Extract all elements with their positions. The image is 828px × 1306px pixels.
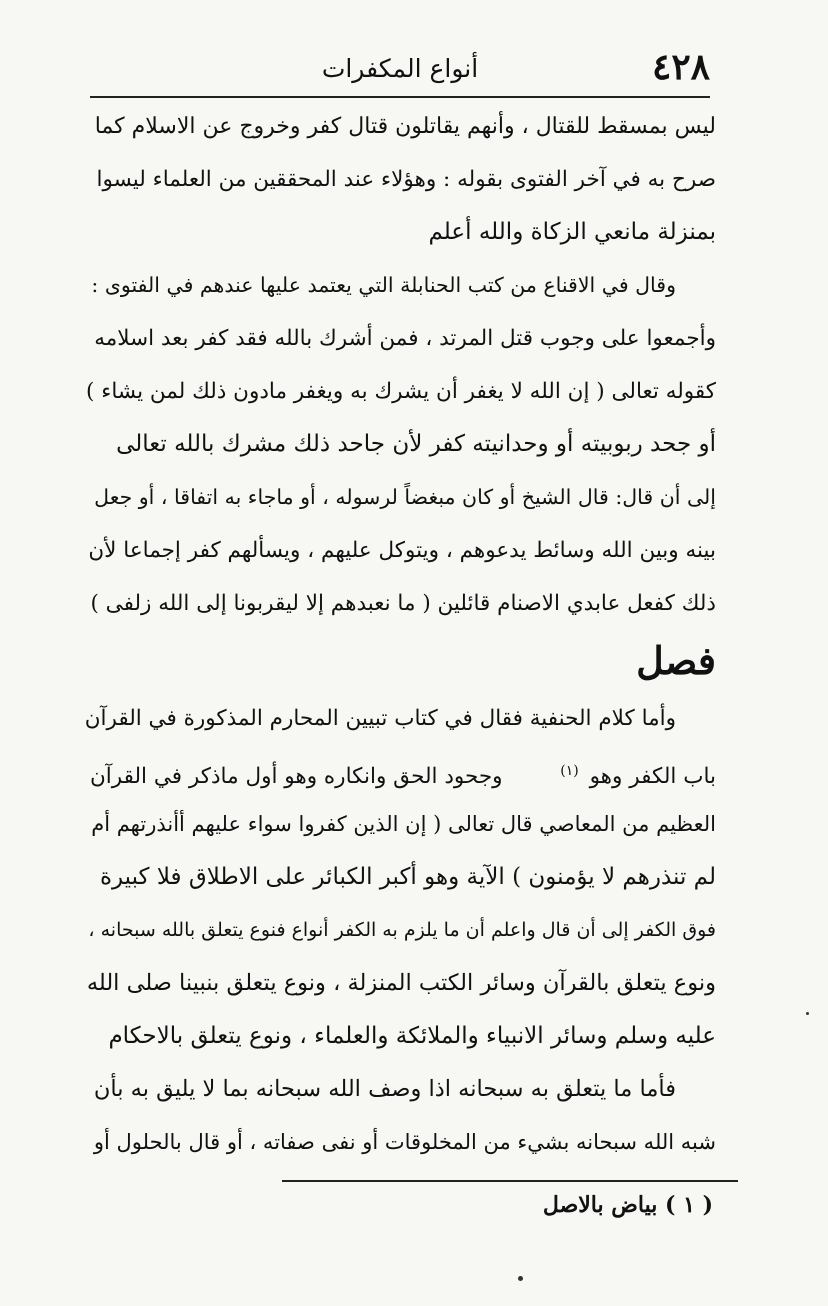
- paper-speck: [806, 1012, 809, 1015]
- text-line: كقوله تعالى ( إن الله لا يغفر أن يشرك به ويغفر مادون ذلك لمن يشاء ): [86, 379, 716, 404]
- body-text: [84, 100, 716, 1169]
- footnote-reference: (١): [560, 763, 579, 779]
- text-line: شبه الله سبحانه بشيء من المخلوقات أو نفى صفاته ، أو قال بالحلول أو: [93, 1130, 716, 1154]
- running-title: أنواع المكفرات: [321, 54, 479, 83]
- text-line: العظيم من المعاصي قال تعالى ( إن الذين كفروا سواء عليهم أأنذرتهم أم: [91, 812, 716, 836]
- text-line: عليه وسلم وسائر الانبياء والملائكة والعلماء ، ونوع يتعلق بالاحكام: [108, 1023, 716, 1049]
- text-line: ليس بمسقط للقتال ، وأنهم يقاتلون قتال كفر وخروج عن الاسلام كما: [94, 114, 716, 139]
- text-segment: وجحود الحق وانكاره وهو أول ماذكر في القرآن: [89, 764, 503, 790]
- footnote-rule: [282, 1180, 738, 1182]
- text-line: إلى أن قال: قال الشيخ أو كان مبغضاً لرسوله ، أو ماجاء به اتفاقا ، أو جعل: [94, 485, 716, 509]
- text-line: فوق الكفر إلى أن قال واعلم أن ما يلزم به الكفر أنواع فنوع يتعلق بالله سبحانه ،: [88, 919, 716, 941]
- text-line: ونوع يتعلق بالقرآن وسائر الكتب المنزلة ، ونوع يتعلق بنبينا صلى الله: [86, 970, 716, 996]
- header-rule: [90, 96, 710, 98]
- text-line: بمنزلة مانعي الزكاة والله أعلم: [428, 219, 716, 245]
- page-header: [90, 40, 710, 96]
- text-line: وأما كلام الحنفية فقال في كتاب تبيين المحارم المذكورة في القرآن: [84, 706, 676, 731]
- text-line: ذلك كفعل عابدي الاصنام قائلين ( ما نعبدهم إلا ليقربونا إلى الله زلفى ): [90, 591, 716, 616]
- text-line: فأما ما يتعلق به سبحانه اذا وصف الله سبحانه بما لا يليق به بأن: [93, 1076, 676, 1102]
- text-line: أو جحد ربوبيته أو وحدانيته كفر لأن جاحد ذلك مشرك بالله تعالى: [116, 431, 716, 457]
- text-segment: باب الكفر وهو: [589, 764, 716, 790]
- page-number: ٤٢٨: [651, 46, 710, 88]
- text-line: بينه وبين الله وسائط يدعوهم ، ويتوكل عليهم ، ويسألهم كفر إجماعا لأن: [88, 538, 716, 563]
- text-line: صرح به في آخر الفتوى بقوله : وهؤلاء عند المحققين من العلماء ليسوا: [96, 167, 716, 192]
- text-line-with-footnote: [84, 745, 716, 798]
- text-line: وأجمعوا على وجوب قتل المرتد ، فمن أشرك بالله فقد كفر بعد اسلامه: [94, 326, 716, 351]
- paper-speck: [518, 1276, 523, 1281]
- text-line: وقال في الاقناع من كتب الحنابلة التي يعتمد عليها عندهم في الفتوى :: [91, 273, 676, 297]
- text-line: لم تنذرهم لا يؤمنون ) الآية وهو أكبر الكبائر على الاطلاق فلا كبيرة: [99, 864, 716, 890]
- section-heading: فصل: [636, 638, 716, 683]
- footnote: ( ١ ) بياض بالاصل: [542, 1192, 713, 1218]
